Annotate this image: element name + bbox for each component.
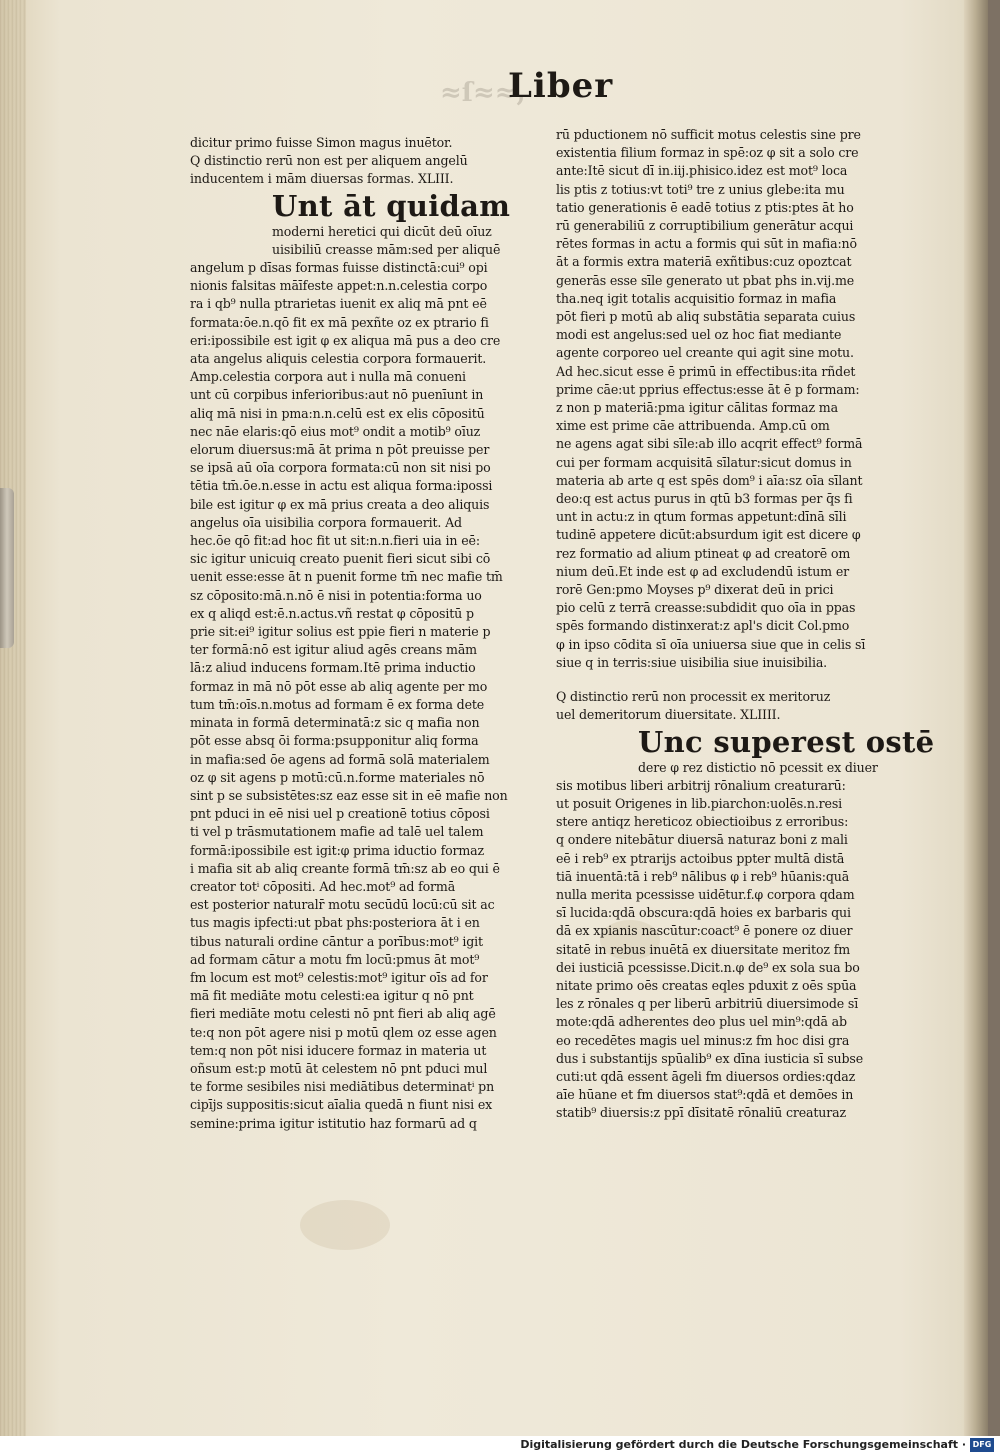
text-line: rez formatio ad alium ptineat φ ad creatorē om xyxy=(556,545,851,561)
text-line: tibus naturali ordine cāntur a porībus:mot⁹ igit xyxy=(190,933,483,949)
text-line: ex q aliqd est:ē.n.actus.vñ restat φ cōpositū p xyxy=(190,605,474,621)
text-line: rētes formas in actu a formis qui sūt in mafia:nō xyxy=(556,236,857,252)
text-line: semine:prima igitur istitutio haz formarū ad q xyxy=(190,1115,477,1131)
text-line: cui per formam acquisitā sīlatur:sicut domus in xyxy=(556,454,852,470)
chapter-incipit: Unc superest ostē xyxy=(638,724,935,759)
text-line: cipījs suppositis:sicut aīalia quedā n fiunt nisi ex xyxy=(190,1097,493,1113)
text-line: ante:Itē sicut dī in.iij.phisico.idez est mot⁹ loca xyxy=(556,163,848,179)
text-line: sint p se subsistētes:sz eaz esse sit in eē mafie non xyxy=(190,787,508,803)
text-line: unt cū corpibus inferioribus:aut nō puenīunt in xyxy=(190,387,484,403)
section-gap xyxy=(556,672,934,688)
text-line: pōt esse absq ōi forma:psupponitur aliq forma xyxy=(190,733,479,749)
text-line: elorum diuersus:mā āt prima n pōt preuisse per xyxy=(190,442,490,458)
text-line: uisibiliū creasse mām:sed per aliquē xyxy=(272,241,501,257)
left-column xyxy=(190,134,510,1133)
text-line: les z rōnales q per liberū arbitriū diuersimode sī xyxy=(556,996,859,1012)
text-line: nec nāe elaris:qō eius mot⁹ ondit a motib⁹ oīuz xyxy=(190,423,481,439)
text-line: moderni heretici qui dicūt deū oīuz xyxy=(272,223,492,239)
text-line: nium deū.Et inde est φ ad excludendū istum er xyxy=(556,563,849,579)
text-line: minata in formā determinatā:z sic q mafia non xyxy=(190,715,480,731)
text-line: ra i qb⁹ nulla ptrarietas iuenit ex aliq mā pnt eē xyxy=(190,296,487,312)
text-line: statib⁹ diuersis:z ppī dīsitatē rōnaliū creaturaz xyxy=(556,1105,846,1121)
text-line: formaz in mā nō pōt esse ab aliq agente per mo xyxy=(190,678,488,694)
text-line: angelus oīa uisibilia corpora formauerit. Ad xyxy=(190,514,462,530)
text-line: mā̄ fit mediāte motu celesti:ea igitur q nō pnt xyxy=(190,988,474,1004)
text-line: eē i reb⁹ ex ptrarijs actoibus ppter multā distā xyxy=(556,850,845,866)
text-line: ne agens agat sibi sīle:ab illo acqrit effect⁹ formā xyxy=(556,436,863,452)
text-line: formata:ōe.n.qō fit ex mā pexñte oz ex ptrario fi xyxy=(190,314,489,330)
chapter-heading-line: Q distinctio rerū non est per aliquem angelū xyxy=(190,153,468,169)
text-line: generās esse sīle generato ut pbat phs in.vij.me xyxy=(556,272,855,288)
text-line: xime est prime cāe attribuenda. Amp.cū om xyxy=(556,418,830,434)
text-line: rorē Gen:pmo Moyses p⁹ dixerat deū in prici xyxy=(556,582,834,598)
page-fore-edge xyxy=(0,0,26,1436)
right-column xyxy=(556,126,934,1123)
text-line: Ad hec.sicut esse ē primū in effectibus:ita rñdet xyxy=(556,363,856,379)
text-line: prime cāe:ut pprius effectus:esse āt ē p formam: xyxy=(556,381,860,397)
text-line: sis motibus liberi arbitrij rōnalium creaturarū: xyxy=(556,777,846,793)
text-line: dus i substantijs spūalib⁹ ex dīna iusticia sī subse xyxy=(556,1050,864,1066)
text-line: dere φ rez distictio nō pcessit ex diuer xyxy=(638,759,878,775)
text-line: materia ab arte q est spēs dom⁹ i aīa:sz oīa sīlant xyxy=(556,472,863,488)
text-line: lā:z aliud inducens formam.Itē prima inductio xyxy=(190,660,476,676)
chapter-heading-line: uel demeritorum diuersitate. XLIIII. xyxy=(556,707,781,723)
text-line: existentia filium formaz in spē:oz φ sit a solo cre xyxy=(556,145,859,161)
text-line: pōt fieri p motū ab aliq substātia separata cuius xyxy=(556,309,856,325)
text-line: eo recedētes magis uel minus:z fm hoc disi gra xyxy=(556,1032,850,1048)
text-line: dā ex xpianis nascūtur:coact⁹ ē ponere oz diuer xyxy=(556,923,853,939)
text-line: i mafia sit ab aliq creante formā tm̄:sz ab eo qui ē xyxy=(190,860,500,876)
text-line: āt a formis extra materiā exñtibus:cuz opoztcat xyxy=(556,254,852,270)
chapter-incipit: Unt āt quidam xyxy=(272,188,511,223)
text-line: prie sit:ei⁹ igitur solius est ppie fieri n materie p xyxy=(190,624,491,640)
text-line: tatio generationis ē eadē totius z ptis:ptes āt ho xyxy=(556,199,854,215)
text-line: ad formam cātur a motu fm locū:pmus āt mot⁹ xyxy=(190,951,480,967)
book-spine-edge xyxy=(964,0,988,1436)
text-line: se ipsā aū oīa corpora formata:cū non sit nisi po xyxy=(190,460,491,476)
text-line: spēs formando distinxerat:z apl's dicit Col.pmo xyxy=(556,618,850,634)
text-line: aīe hūane et fm diuersos stat⁹:qdā et demōes in xyxy=(556,1087,854,1103)
text-line: tum tm̄:oīs.n.motus ad formam ē ex forma dete xyxy=(190,696,485,712)
text-line: tiā inuentā:tā i reb⁹ nālibus φ i reb⁹ hūanis:quā xyxy=(556,868,850,884)
text-line: aliq mā nisi in pma:n.n.celū est ex elis cōpositū xyxy=(190,405,485,421)
text-line: est posterior naturalr̄ motu secūdū locū:cū sit ac xyxy=(190,897,495,913)
text-line: rū pductionem nō sufficit motus celestis sine pre xyxy=(556,127,861,142)
text-line: deo:q est actus purus in qtū b3 formas per q̄s fi xyxy=(556,491,853,507)
text-line: hec.ōe qō fit:ad hoc fit ut sit:n.n.fieri uia in eē: xyxy=(190,533,480,549)
text-line: q ondere nitebātur diuersā naturaz boni z mali xyxy=(556,832,848,848)
text-line: dei iusticiā pcessisse.Dicit.n.φ de⁹ ex sola sua bo xyxy=(556,959,860,975)
text-line: stere antiqz hereticoz obiectioibus z erroribus: xyxy=(556,814,849,830)
dfg-logo: DFG xyxy=(970,1438,994,1452)
text-line: ti vel p trāsmutationem mafie ad talē uel talem xyxy=(190,824,484,840)
text-line: mote:qdā adherentes deo plus uel min⁹:qdā ab xyxy=(556,1014,847,1030)
text-line: ter formā:nō est igitur aliud agēs creans mām xyxy=(190,642,477,658)
text-line: rū generabiliū z corruptibilium generātur acqui xyxy=(556,218,854,234)
text-line: sic igitur unicuiq creato puenit fieri sicut sibi cō xyxy=(190,551,491,567)
text-line: tem:q non pōt nisi iducere formaz in materia ut xyxy=(190,1042,487,1058)
text-line: cuti:ut qdā essent āgeli fm diuersos ordies:qdaz xyxy=(556,1068,856,1084)
text-line: Amp.celestia corpora aut i nulla mā conueni xyxy=(190,369,466,385)
text-line: pnt pduci in eē nisi uel p creationē totius cōposi xyxy=(190,806,490,822)
text-line: creator totⁱ cōpositi. Ad hec.mot⁹ ad formā xyxy=(190,878,456,894)
footer-credit: Digitalisierung gefördert durch die Deutsche Forschungsgemeinschaft · xyxy=(520,1438,966,1451)
text-line: formā:ipossibile est igit:φ prima iductio formaz xyxy=(190,842,485,858)
text-line: agente corporeo uel creante qui agit sine motu. xyxy=(556,345,854,361)
text-line: siue q in terris:siue uisibilia siue inuisibilia. xyxy=(556,654,828,670)
text-line: fieri mediāte motu celesti nō pnt fieri ab aliq agē xyxy=(190,1006,496,1022)
text-line: bile est igitur φ ex mā prius creata a deo aliquis xyxy=(190,496,490,512)
text-line: z non p materiā:pma igitur cālitas formaz ma xyxy=(556,400,838,416)
text-line: tus magis ipfecti:ut pbat phs:posteriora āt i en xyxy=(190,915,480,931)
text-line: sitatē in rebus inuētā ex diuersitate meritoz fm xyxy=(556,941,851,957)
text-line: angelum p dīsas formas fuisse distinctā:cui⁹ opi xyxy=(190,260,488,276)
text-line: tudinē appetere dicūt:absurdum igit est dicere φ xyxy=(556,527,861,543)
text-line: uenit esse:esse āt n puenit forme tm̄ nec mafie tm̄ xyxy=(190,569,503,585)
text-line: tha.neq igit totalis acquisitio formaz in mafia xyxy=(556,290,837,306)
text-line: modi est angelus:sed uel oz hoc fiat mediante xyxy=(556,327,842,343)
text-line: φ in ipso cōdita sī oīa uniuersa siue que in celis sī xyxy=(556,636,866,652)
text-line: oñsum est:p motū āt celestem nō pnt pduci mul xyxy=(190,1060,488,1076)
text-line: ut posuit Origenes in lib.piarchon:uolēs.n.resi xyxy=(556,795,843,811)
text-line: nionis falsitas māīfeste appet:n.n.celestia corpo xyxy=(190,278,488,294)
text-line: ata angelus aliquis celestia corpora formauerit. xyxy=(190,351,487,367)
chapter-heading-line: inducentem i mām diuersas formas. XLIII. xyxy=(190,171,454,187)
text-line: in mafia:sed ōe agens ad formā solā materialem xyxy=(190,751,490,767)
text-line: fm locum est mot⁹ celestis:mot⁹ igitur oīs ad for xyxy=(190,969,488,985)
text-line: tētia tm̄.ōe.n.esse in actu est aliqua forma:ipossi xyxy=(190,478,493,494)
page-clip xyxy=(0,488,14,648)
show-through-text: ≈ſ≈≈, xyxy=(440,78,526,108)
text-line: te:q non pōt agere nisi p motū qlem oz esse agen xyxy=(190,1024,497,1040)
text-line: oz φ sit agens p motū:cū.n.forme materiales nō xyxy=(190,769,485,785)
text-line: nulla merita pcessisse uidētur.f.φ corpora qdam xyxy=(556,886,855,902)
chapter-heading-line: Q distinctio rerū non processit ex meritoruz xyxy=(556,689,831,705)
text-line: nitate primo oēs creatas eqles pduxit z oēs spūa xyxy=(556,977,857,993)
stain xyxy=(300,1200,390,1250)
text-line: sī lucida:qdā obscura:qdā hoies ex barbaris qui xyxy=(556,905,851,921)
text-line: unt in actu:z in qtum formas appetunt:dīnā sīli xyxy=(556,509,847,525)
text-line: eri:ipossibile est igit φ ex aliqua mā pus a deo cre xyxy=(190,332,501,348)
running-head: Liber xyxy=(508,66,614,106)
text-line: te forme sesibiles nisi mediātibus determinatⁱ pn xyxy=(190,1079,495,1095)
text-line: lis ptis z totius:vt toti⁹ tre z unius glebe:ita mu xyxy=(556,181,845,197)
text-line: dicitur primo fuisse Simon magus inuētor. xyxy=(190,135,453,150)
text-line: sz cōposito:mā.n.nō ē nisi in potentia:forma uo xyxy=(190,587,482,603)
text-line: pio celū z terrā creasse:subdidit quo oīa in ppas xyxy=(556,600,856,616)
